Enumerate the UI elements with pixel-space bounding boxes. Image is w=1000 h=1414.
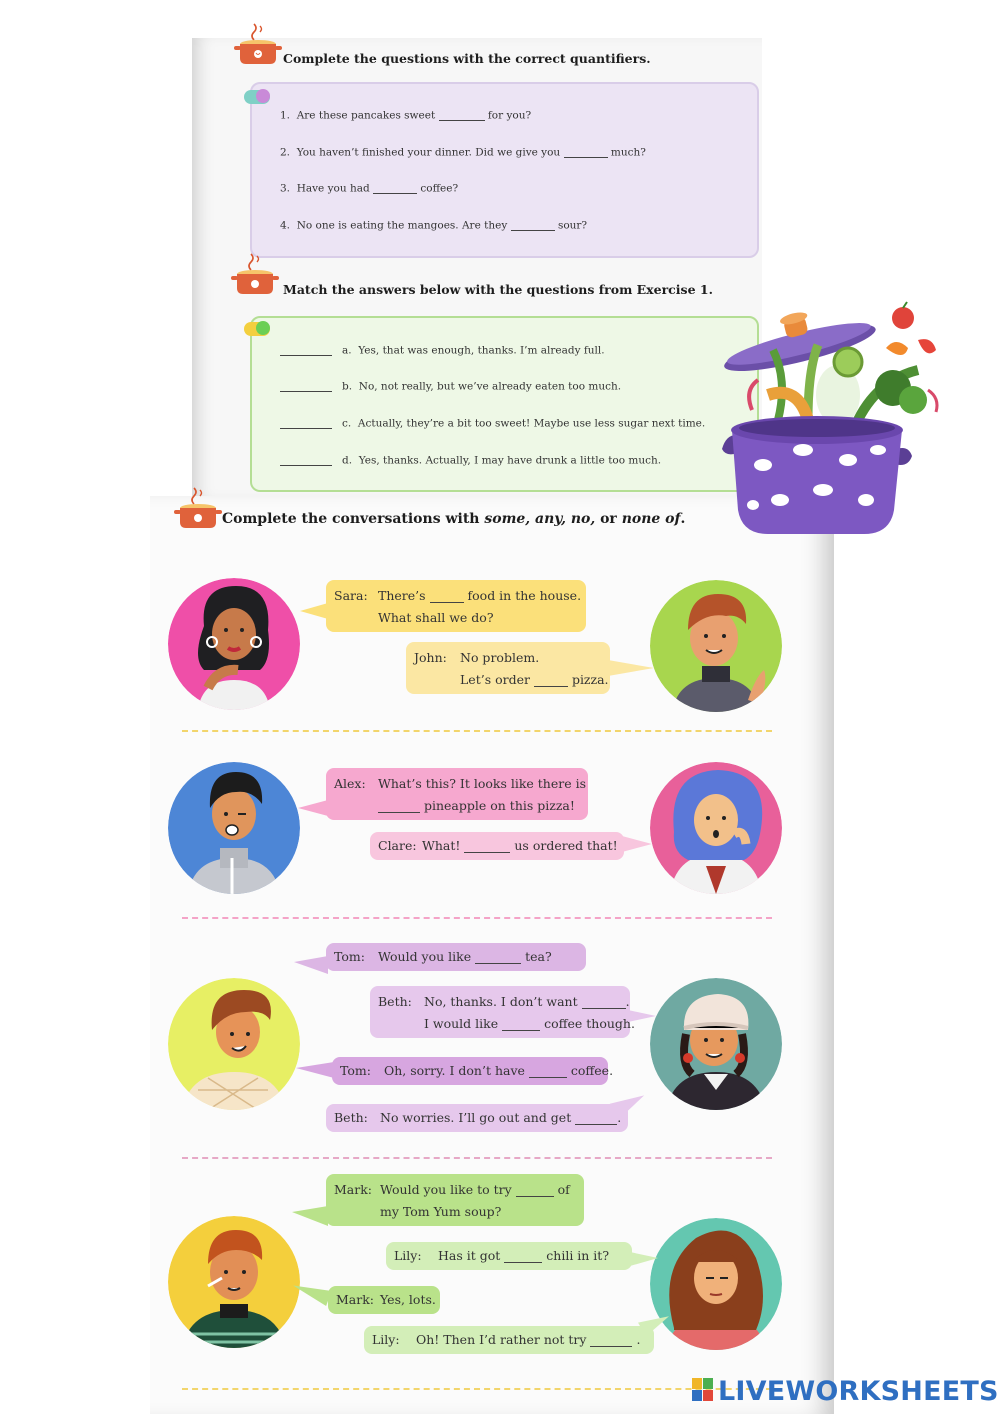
avatar-clare [650,762,782,894]
beth-1-blank-2[interactable] [502,1018,540,1031]
bubble-tail [294,956,328,974]
divider [182,730,772,732]
avatar-alex [168,762,300,894]
box-dot-icon [256,321,270,335]
question-3: 3. Have you had coffee? [280,182,459,195]
avatar-tom [168,978,300,1110]
bubble-tail [608,660,654,676]
beth-1-blank-1[interactable] [582,996,626,1009]
divider [182,917,772,919]
vegetable-pot-illustration [718,300,974,545]
cooking-pot-icon [229,252,281,296]
avatar-sara [168,578,300,710]
question-4: 4. No one is eating the mangoes. Are they sour? [280,219,588,232]
alex-1-blank[interactable] [378,800,420,813]
box-dot-icon [256,89,270,103]
bubble-tail [300,603,328,619]
bubble-tail [292,1206,328,1226]
question-4-blank[interactable] [511,218,555,231]
question-2: 2. You haven’t finished your dinner. Did we give you much? [280,146,646,159]
bubble-mark-2: Mark: Yes, lots. [328,1286,440,1314]
beth-2-blank[interactable] [575,1112,617,1125]
question-2-blank[interactable] [564,145,608,158]
lily-1-blank[interactable] [504,1250,542,1263]
lily-2-blank[interactable] [590,1334,632,1347]
bubble-tail [296,1062,334,1078]
bubble-alex-1: Alex: What’s this? It looks like there is pineapple on this pizza! [326,768,588,820]
exercise1-heading: Complete the questions with the correct quantifiers. [283,51,651,66]
bubble-tail [628,1010,656,1022]
bubble-clare-1: Clare: What! us ordered that! [370,832,624,860]
bubble-john-1: John: No problem. Let’s order pizza. [406,642,610,694]
answer-d: d. Yes, thanks. Actually, I may have drunk a little too much. [280,453,661,467]
tom-2-blank[interactable] [529,1065,567,1078]
divider [182,1157,772,1159]
avatar-lily [650,1218,782,1350]
answer-c-blank[interactable] [280,416,332,429]
sara-1-blank[interactable] [430,590,464,603]
bubble-tail [630,1252,658,1266]
answer-d-blank[interactable] [280,453,332,466]
mark-1-blank[interactable] [516,1184,554,1197]
bubble-tail [298,800,328,816]
exercise3-heading: Complete the conversations with some, any, no, or none of. [222,511,686,527]
bubble-beth-2: Beth: No worries. I’ll go out and get . [326,1104,628,1132]
cooking-pot-icon [172,486,224,530]
answer-a-blank[interactable] [280,343,332,356]
bubble-lily-2: Lily: Oh! Then I’d rather not try . [364,1326,654,1354]
answer-c: c. Actually, they’re a bit too sweet! Maybe use less sugar next time. [280,416,705,430]
tom-1-blank[interactable] [475,951,521,964]
cooking-pot-icon [232,22,284,66]
answer-b-blank[interactable] [280,379,332,392]
answer-a: a. Yes, that was enough, thanks. I’m already full. [280,343,605,357]
bubble-lily-1: Lily: Has it got chili in it? [386,1242,632,1270]
question-3-blank[interactable] [373,181,417,194]
question-1: 1. Are these pancakes sweet for you? [280,109,532,122]
question-1-blank[interactable] [439,108,485,121]
bubble-tom-2: Tom: Oh, sorry. I don’t have coffee. [332,1057,608,1085]
avatar-mark [168,1216,300,1348]
answer-b: b. No, not really, but we’ve already eaten too much. [280,379,621,393]
bubble-tom-1: Tom: Would you like tea? [326,943,586,971]
bubble-mark-1: Mark: Would you like to try of my Tom Yum soup? [326,1174,584,1226]
liveworksheets-logo: LIVEWORKSHEETS [718,1376,999,1407]
exercise2-heading: Match the answers below with the questions from Exercise 1. [283,282,713,297]
divider [182,1388,772,1390]
bubble-beth-1: Beth: No, thanks. I don’t want . I would like coffee though. [370,986,630,1038]
clare-1-blank[interactable] [464,840,510,853]
liveworksheets-logo-icon [692,1378,714,1402]
bubble-tail [622,836,652,852]
bubble-sara-1: Sara: There’s food in the house. What shall we do? [326,580,586,632]
john-1-blank[interactable] [534,674,568,687]
avatar-john [650,580,782,712]
avatar-beth [650,978,782,1110]
